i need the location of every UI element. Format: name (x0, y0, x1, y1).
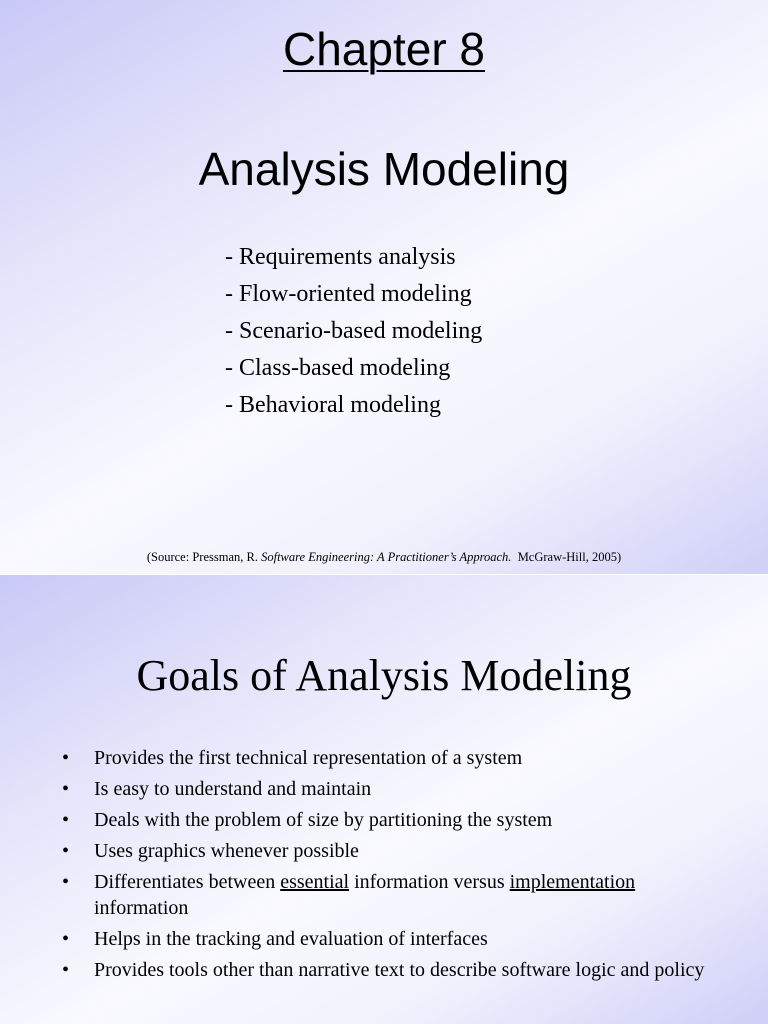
list-item: - Requirements analysis (225, 244, 456, 270)
list-item: - Behavioral modeling (225, 392, 441, 418)
chapter-heading: Chapter 8 (282, 23, 485, 75)
slide-goals (0, 575, 768, 1024)
list-item-text: Provides tools other than narrative text to describe software logic and policy (94, 959, 705, 981)
list-item-text: Helps in the tracking and evaluation of interfaces (94, 928, 488, 950)
bullet-icon: • (62, 928, 70, 950)
bullet-icon: • (62, 809, 70, 831)
list-item-text (94, 871, 635, 919)
bullet-icon: • (62, 840, 70, 862)
source-book-title: Software Engineering: A Practitioner’s Approach. (261, 550, 512, 564)
bullet-icon: • (62, 747, 70, 769)
bullet-icon: • (62, 871, 70, 893)
source-prefix: (Source: Pressman, R. (146, 550, 262, 564)
text-segment: information (94, 897, 189, 919)
text-segment: Differentiates between (94, 871, 281, 893)
underlined-term: implementation (509, 871, 636, 893)
bullet-icon: • (62, 959, 70, 981)
list-item: - Flow-oriented modeling (225, 281, 472, 307)
bullet-icon: • (62, 778, 70, 800)
list-item (62, 776, 712, 802)
goals-list (62, 745, 712, 988)
list-item (62, 745, 712, 771)
list-item-text: Uses graphics whenever possible (94, 840, 359, 862)
list-item (62, 807, 712, 833)
list-item (62, 838, 712, 864)
slide-title: Analysis Modeling (198, 143, 570, 195)
list-item-text: Deals with the problem of size by partitioning the system (94, 809, 553, 831)
list-item (62, 926, 712, 952)
list-item (62, 869, 712, 921)
source-citation (0, 550, 768, 565)
list-item-text: Provides the first technical representation of a system (94, 747, 523, 769)
list-item: - Class-based modeling (225, 355, 451, 381)
source-suffix: McGraw-Hill, 2005) (511, 550, 622, 564)
text-segment: information versus (349, 871, 510, 893)
list-item-text: Is easy to understand and maintain (94, 778, 372, 800)
underlined-term: essential (280, 871, 350, 893)
list-item: - Scenario-based modeling (225, 318, 483, 344)
list-item (62, 957, 712, 983)
slide-title: Goals of Analysis Modeling (136, 651, 632, 700)
topic-list (225, 240, 482, 425)
